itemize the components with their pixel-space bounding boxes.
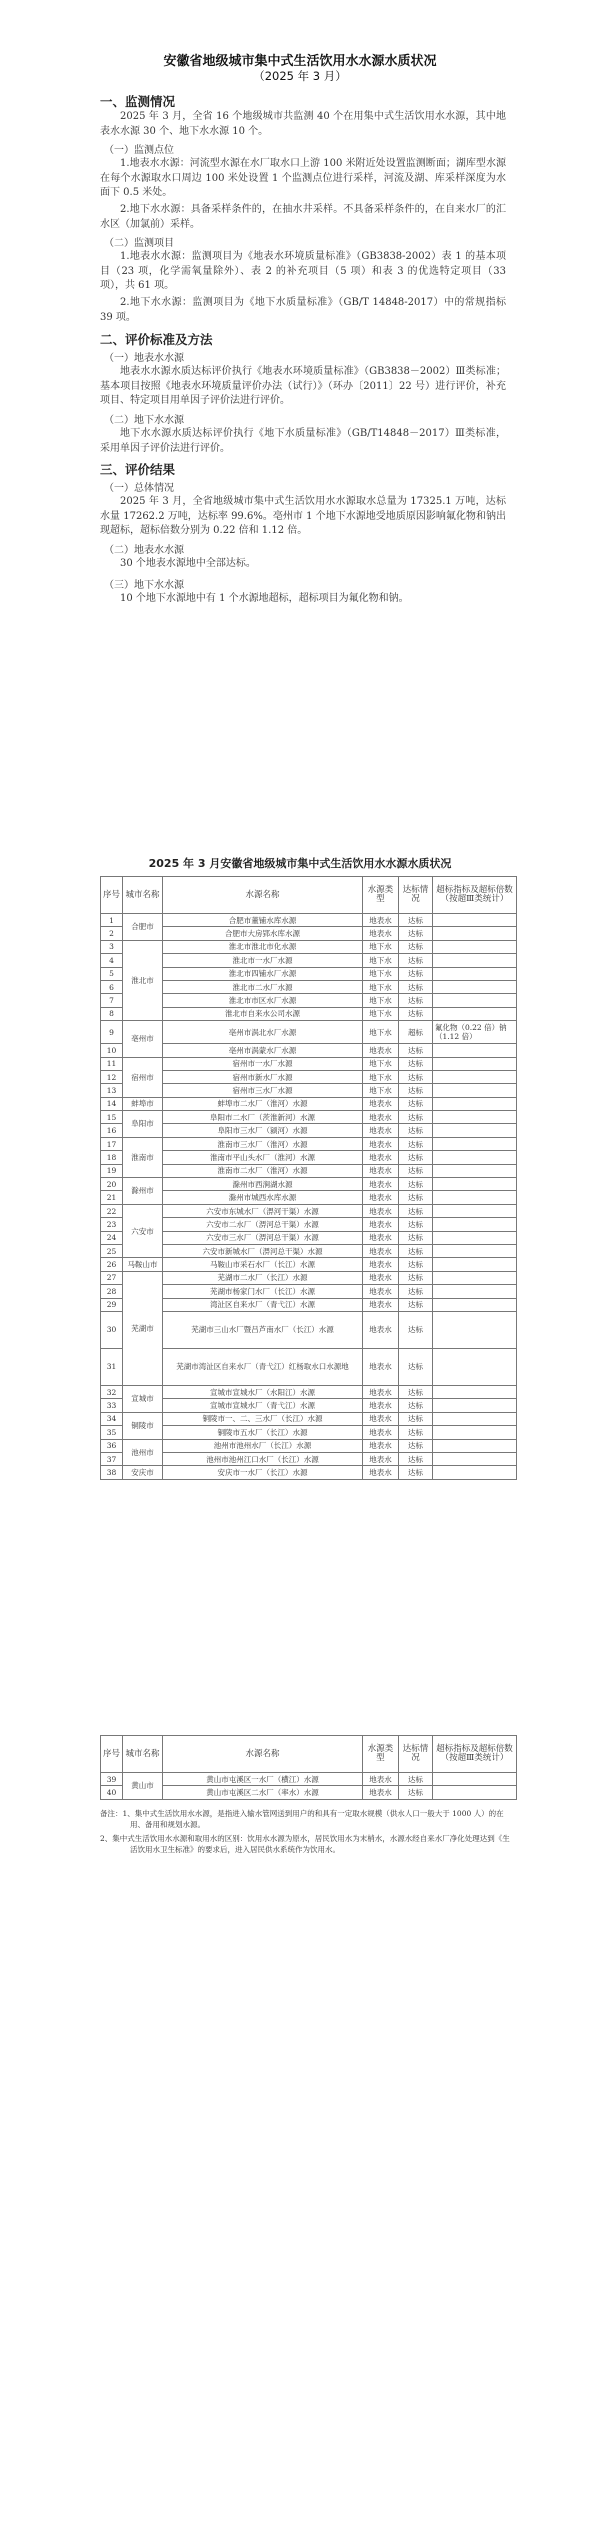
table-row	[101, 1084, 517, 1097]
cell-excess	[433, 1244, 517, 1257]
header-source: 水源名称	[163, 877, 363, 914]
cell-excess	[433, 1452, 517, 1465]
note-1: 备注：1、集中式生活饮用水水源，是指进入输水管网送到用户的和具有一定取水规模（供水人口一般大于 1000 人）的在用、备用和规划水源。	[100, 1809, 504, 1829]
paragraph: 2.地下水水源：监测项目为《地下水质量标准》（GB/T 14848-2017）中的常规指标 39 项。	[100, 297, 506, 323]
cell-status: 达标	[399, 1084, 433, 1097]
section-heading-standards: 二、评价标准及方法	[100, 332, 213, 347]
table-header-row	[101, 877, 517, 914]
cell-status: 达标	[399, 967, 433, 980]
paragraph: 2025 年 3 月，全省 16 个地级城市共监测 40 个在用集中式生活饮用水水源，其中地表水水源 30 个、地下水水源 10 个。	[100, 111, 506, 137]
table-row	[101, 994, 517, 1007]
cell-seq: 24	[101, 1231, 123, 1244]
cell-type: 地表水	[363, 927, 399, 940]
cell-seq: 38	[101, 1466, 123, 1479]
table-row	[101, 1773, 517, 1786]
cell-excess	[433, 1111, 517, 1124]
paragraph: 2.地下水水源：具备采样条件的，在抽水井采样。不具备采样条件的，在自来水厂的汇水区（加氯前）采样。	[100, 204, 506, 230]
cell-seq: 32	[101, 1385, 123, 1398]
cell-status: 达标	[399, 1218, 433, 1231]
cell-type: 地表水	[363, 1137, 399, 1150]
cell-seq: 36	[101, 1439, 123, 1452]
subheading: （二）地下水水源	[104, 415, 184, 426]
water-quality-table-continued	[100, 1735, 517, 1800]
cell-type: 地下水	[363, 1021, 399, 1044]
table-row	[101, 1786, 517, 1799]
cell-excess: 氟化物（0.22 倍）钠（1.12 倍）	[433, 1021, 517, 1044]
cell-seq: 10	[101, 1044, 123, 1057]
cell-excess	[433, 1786, 517, 1799]
subheading: （一）总体情况	[104, 483, 174, 494]
section-heading-results: 三、评价结果	[100, 462, 176, 477]
cell-status: 达标	[399, 1385, 433, 1398]
table-row	[101, 1218, 517, 1231]
cell-source: 淮南市二水厂（淮河）水源	[163, 1164, 363, 1177]
cell-status: 达标	[399, 1271, 433, 1284]
cell-type: 地表水	[363, 1773, 399, 1786]
table-row	[101, 1044, 517, 1057]
header-source: 水源名称	[163, 1736, 363, 1773]
table-row	[101, 1439, 517, 1452]
cell-seq: 31	[101, 1348, 123, 1385]
table-row	[101, 914, 517, 927]
cell-city: 滁州市	[123, 1178, 163, 1205]
cell-city: 池州市	[123, 1439, 163, 1466]
cell-source: 宿州市三水厂水源	[163, 1084, 363, 1097]
table-title: 2025 年 3 月安徽省地级城市集中式生活饮用水水源水质状况	[148, 857, 452, 870]
cell-status: 达标	[399, 1057, 433, 1070]
cell-seq: 39	[101, 1773, 123, 1786]
cell-source: 六安市东城水厂（淠河干渠）水源	[163, 1204, 363, 1217]
cell-type: 地表水	[363, 1452, 399, 1465]
table-row	[101, 1137, 517, 1150]
cell-seq: 22	[101, 1204, 123, 1217]
paragraph: 地下水水源水质达标评价执行《地下水质量标准》（GB/T14848－2017）Ⅲ类标准，采用单因子评价法进行评价。	[100, 428, 506, 454]
paragraph: 30 个地表水源地中全部达标。	[120, 558, 256, 569]
cell-source: 黄山市屯溪区一水厂（横江）水源	[163, 1773, 363, 1786]
cell-status: 达标	[399, 1258, 433, 1271]
cell-type: 地表水	[363, 1385, 399, 1398]
cell-excess	[433, 1426, 517, 1439]
header-city: 城市名称	[123, 877, 163, 914]
cell-type: 地表水	[363, 1044, 399, 1057]
cell-seq: 11	[101, 1057, 123, 1070]
header-type: 水源类型	[363, 877, 399, 914]
cell-excess	[433, 1070, 517, 1083]
cell-status: 达标	[399, 1231, 433, 1244]
cell-type: 地表水	[363, 1298, 399, 1311]
cell-type: 地表水	[363, 1097, 399, 1110]
cell-status: 达标	[399, 1285, 433, 1298]
table-row	[101, 1178, 517, 1191]
cell-city: 淮南市	[123, 1137, 163, 1177]
cell-type: 地表水	[363, 1231, 399, 1244]
cell-excess	[433, 1044, 517, 1057]
cell-type: 地下水	[363, 994, 399, 1007]
cell-excess	[433, 1348, 517, 1385]
document-subtitle: （2025 年 3 月）	[253, 69, 347, 83]
cell-seq: 25	[101, 1244, 123, 1257]
cell-type: 地下水	[363, 967, 399, 980]
cell-source: 淮南市平山头水厂（淮河）水源	[163, 1151, 363, 1164]
section-heading-monitoring: 一、监测情况	[100, 94, 176, 109]
table-row	[101, 1452, 517, 1465]
cell-excess	[433, 1385, 517, 1398]
cell-source: 阜阳市二水厂（茨淮新河）水源	[163, 1111, 363, 1124]
paragraph: 1.地表水水源：河流型水源在水厂取水口上游 100 米附近处设置监测断面；湖库型水源在每个水源取水口周边 100 米处设置 1 个监测点位进行采样，河流及湖、库采样深度为水面下 0.5 米处。	[100, 158, 506, 198]
cell-type: 地表水	[363, 1412, 399, 1425]
table-row	[101, 1311, 517, 1348]
cell-excess	[433, 1191, 517, 1204]
cell-type: 地表水	[363, 914, 399, 927]
cell-city: 宣城市	[123, 1385, 163, 1412]
header-status: 达标情况	[399, 1736, 433, 1773]
cell-seq: 14	[101, 1097, 123, 1110]
cell-source: 淮北市二水厂水源	[163, 980, 363, 993]
paragraph: 10 个地下水源地中有 1 个水源地超标，超标项目为氟化物和钠。	[120, 593, 409, 604]
cell-status: 达标	[399, 1204, 433, 1217]
cell-source: 六安市三水厂（淠河总干渠）水源	[163, 1231, 363, 1244]
paragraph: 地表水水源水质达标评价执行《地表水环境质量标准》（GB3838－2002）Ⅲ类标准；基本项目按照《地表水环境质量评价办法（试行）》（环办〔2011〕22 号）进行评价，补充项目、特定项目用单因子评价法进行评价。	[100, 366, 506, 406]
cell-excess	[433, 1311, 517, 1348]
cell-status: 达标	[399, 1007, 433, 1020]
cell-excess	[433, 1231, 517, 1244]
cell-source: 马鞍山市采石水厂（长江）水源	[163, 1258, 363, 1271]
cell-excess	[433, 1412, 517, 1425]
document-title: 安徽省地级城市集中式生活饮用水水源水质状况	[163, 54, 437, 69]
cell-excess	[433, 927, 517, 940]
cell-type: 地表水	[363, 1426, 399, 1439]
cell-type: 地表水	[363, 1399, 399, 1412]
cell-city: 安庆市	[123, 1466, 163, 1479]
cell-source: 六安市新城水厂（淠河总干渠）水源	[163, 1244, 363, 1257]
cell-seq: 15	[101, 1111, 123, 1124]
cell-source: 宿州市新水厂水源	[163, 1070, 363, 1083]
cell-type: 地表水	[363, 1244, 399, 1257]
cell-status: 达标	[399, 1773, 433, 1786]
cell-excess	[433, 914, 517, 927]
cell-source: 芜湖市杨家门水厂（长江）水源	[163, 1285, 363, 1298]
cell-city: 淮北市	[123, 940, 163, 1020]
cell-status: 达标	[399, 940, 433, 953]
cell-status: 达标	[399, 1044, 433, 1057]
cell-excess	[433, 1298, 517, 1311]
table-row	[101, 1466, 517, 1479]
paragraph: 2025 年 3 月，全省地级城市集中式生活饮用水水源取水总量为 17325.1 万吨，达标水量 17262.2 万吨，达标率 99.6%。亳州市 1 个地下水源地受地质原因影响氟化物和钠出现超标，超标倍数分别为 0.22 倍和 1.12 倍。	[100, 496, 506, 536]
table-row	[101, 1231, 517, 1244]
cell-seq: 6	[101, 980, 123, 993]
cell-source: 蚌埠市二水厂（淮河）水源	[163, 1097, 363, 1110]
cell-excess	[433, 1137, 517, 1150]
table-row	[101, 954, 517, 967]
cell-source: 芜湖市二水厂（长江）水源	[163, 1271, 363, 1284]
note-2: 2、集中式生活饮用水水源和取用水的区别：饮用水水源为原水，居民饮用水为末梢水，水源水经自来水厂净化处理达到《生活饮用水卫生标准》的要求后，进入居民供水系统作为饮用水。	[100, 1834, 510, 1854]
subheading: （二）监测项目	[104, 238, 174, 249]
cell-seq: 19	[101, 1164, 123, 1177]
cell-excess	[433, 1258, 517, 1271]
table-row	[101, 1271, 517, 1284]
cell-status: 达标	[399, 1178, 433, 1191]
cell-city: 黄山市	[123, 1773, 163, 1800]
cell-source: 湾沚区自来水厂（青弋江）水源	[163, 1298, 363, 1311]
cell-excess	[433, 1204, 517, 1217]
cell-status: 达标	[399, 1151, 433, 1164]
subheading: （一）监测点位	[104, 145, 174, 156]
cell-source: 亳州市涡北水厂水源	[163, 1021, 363, 1044]
cell-type: 地表水	[363, 1311, 399, 1348]
cell-source: 滁州市城西水库水源	[163, 1191, 363, 1204]
table-row	[101, 1151, 517, 1164]
cell-excess	[433, 1439, 517, 1452]
cell-source: 淮北市一水厂水源	[163, 954, 363, 967]
cell-status: 达标	[399, 1191, 433, 1204]
cell-excess	[433, 1084, 517, 1097]
cell-source: 芜湖市三山水厂暨吕芦南水厂（长江）水源	[163, 1311, 363, 1348]
cell-status: 达标	[399, 1124, 433, 1137]
cell-seq: 37	[101, 1452, 123, 1465]
header-excess: 超标指标及超标倍数（按超Ⅲ类统计）	[433, 877, 517, 914]
cell-excess	[433, 1773, 517, 1786]
cell-seq: 1	[101, 914, 123, 927]
cell-source: 宣城市宣城水厂（青弋江）水源	[163, 1399, 363, 1412]
cell-excess	[433, 1178, 517, 1191]
cell-source: 淮北市自来水公司水源	[163, 1007, 363, 1020]
cell-excess	[433, 994, 517, 1007]
cell-type: 地表水	[363, 1271, 399, 1284]
table-row	[101, 1124, 517, 1137]
cell-city: 六安市	[123, 1204, 163, 1258]
cell-type: 地表水	[363, 1285, 399, 1298]
cell-status: 达标	[399, 1244, 433, 1257]
header-seq: 序号	[101, 1736, 123, 1773]
table-row	[101, 1258, 517, 1271]
cell-source: 芜湖市湾沚区自来水厂（青弋江）红杨取水口水源地	[163, 1348, 363, 1385]
cell-status: 达标	[399, 1137, 433, 1150]
cell-seq: 21	[101, 1191, 123, 1204]
cell-status: 达标	[399, 980, 433, 993]
table-row	[101, 1244, 517, 1257]
cell-seq: 26	[101, 1258, 123, 1271]
cell-type: 地下水	[363, 1057, 399, 1070]
table-row	[101, 1097, 517, 1110]
cell-status: 达标	[399, 1311, 433, 1348]
paragraph: 1.地表水水源：监测项目为《地表水环境质量标准》（GB3838-2002）表 1 的基本项目（23 项，化学需氧量除外）、表 2 的补充项目（5 项）和表 3 的优选特定项目（33 项），共 61 项。	[100, 251, 506, 291]
cell-city: 阜阳市	[123, 1111, 163, 1138]
cell-excess	[433, 1097, 517, 1110]
cell-status: 达标	[399, 1164, 433, 1177]
water-quality-table	[100, 876, 517, 1480]
table-row	[101, 1164, 517, 1177]
header-type: 水源类型	[363, 1736, 399, 1773]
cell-seq: 30	[101, 1311, 123, 1348]
header-seq: 序号	[101, 877, 123, 914]
cell-source: 铜陵市一、二、三水厂（长江）水源	[163, 1412, 363, 1425]
cell-type: 地表水	[363, 1111, 399, 1124]
table-row	[101, 1111, 517, 1124]
table-row	[101, 1399, 517, 1412]
header-status: 达标情况	[399, 877, 433, 914]
cell-status: 达标	[399, 994, 433, 1007]
cell-type: 地表水	[363, 1178, 399, 1191]
table-row	[101, 1426, 517, 1439]
table-row	[101, 1348, 517, 1385]
table-row	[101, 980, 517, 993]
table-notes	[100, 1808, 516, 1855]
cell-excess	[433, 1271, 517, 1284]
cell-source: 宿州市一水厂水源	[163, 1057, 363, 1070]
cell-source: 安庆市一水厂（长江）水源	[163, 1466, 363, 1479]
cell-type: 地表水	[363, 1151, 399, 1164]
cell-seq: 28	[101, 1285, 123, 1298]
table-row	[101, 1204, 517, 1217]
subheading: （二）地表水水源	[104, 545, 184, 556]
cell-status: 达标	[399, 954, 433, 967]
cell-status: 达标	[399, 1111, 433, 1124]
cell-seq: 33	[101, 1399, 123, 1412]
cell-type: 地表水	[363, 1786, 399, 1799]
cell-city: 合肥市	[123, 914, 163, 941]
cell-type: 地下水	[363, 1084, 399, 1097]
cell-excess	[433, 940, 517, 953]
cell-type: 地表水	[363, 1348, 399, 1385]
cell-excess	[433, 1124, 517, 1137]
cell-excess	[433, 954, 517, 967]
cell-status: 达标	[399, 1426, 433, 1439]
table-row	[101, 940, 517, 953]
cell-type: 地表水	[363, 1164, 399, 1177]
cell-seq: 27	[101, 1271, 123, 1284]
cell-excess	[433, 1466, 517, 1479]
cell-seq: 16	[101, 1124, 123, 1137]
table-row	[101, 927, 517, 940]
cell-status: 达标	[399, 1097, 433, 1110]
cell-type: 地表水	[363, 1466, 399, 1479]
cell-source: 合肥市董铺水库水源	[163, 914, 363, 927]
cell-excess	[433, 1399, 517, 1412]
cell-source: 铜陵市五水厂（长江）水源	[163, 1426, 363, 1439]
cell-excess	[433, 980, 517, 993]
cell-seq: 34	[101, 1412, 123, 1425]
cell-status: 达标	[399, 927, 433, 940]
cell-seq: 3	[101, 940, 123, 953]
cell-source: 宣城市宣城水厂（水阳江）水源	[163, 1385, 363, 1398]
cell-excess	[433, 1007, 517, 1020]
cell-status: 达标	[399, 1439, 433, 1452]
cell-type: 地表水	[363, 1124, 399, 1137]
cell-status: 达标	[399, 1786, 433, 1799]
table-row	[101, 1191, 517, 1204]
cell-seq: 9	[101, 1021, 123, 1044]
cell-seq: 17	[101, 1137, 123, 1150]
cell-seq: 18	[101, 1151, 123, 1164]
cell-city: 蚌埠市	[123, 1097, 163, 1110]
header-city: 城市名称	[123, 1736, 163, 1773]
cell-status: 达标	[399, 1452, 433, 1465]
cell-status: 达标	[399, 1399, 433, 1412]
cell-type: 地表水	[363, 1218, 399, 1231]
cell-type: 地下水	[363, 980, 399, 993]
cell-source: 淮北市四铺水厂水源	[163, 967, 363, 980]
cell-seq: 2	[101, 927, 123, 940]
cell-source: 亳州市涡蒙水厂水源	[163, 1044, 363, 1057]
cell-source: 阜阳市三水厂（颍河）水源	[163, 1124, 363, 1137]
cell-type: 地表水	[363, 1258, 399, 1271]
cell-status: 达标	[399, 1348, 433, 1385]
cell-seq: 23	[101, 1218, 123, 1231]
cell-excess	[433, 1218, 517, 1231]
cell-seq: 20	[101, 1178, 123, 1191]
cell-seq: 35	[101, 1426, 123, 1439]
cell-status: 达标	[399, 1070, 433, 1083]
table-row	[101, 1007, 517, 1020]
cell-status: 达标	[399, 1298, 433, 1311]
cell-source: 淮北市市区水厂水源	[163, 994, 363, 1007]
cell-source: 淮北市淮北市化水源	[163, 940, 363, 953]
header-excess: 超标指标及超标倍数（按超Ⅲ类统计）	[433, 1736, 517, 1773]
table-header-row	[101, 1736, 517, 1773]
table-row	[101, 1021, 517, 1044]
cell-excess	[433, 967, 517, 980]
cell-seq: 7	[101, 994, 123, 1007]
cell-source: 滁州市西涧湖水源	[163, 1178, 363, 1191]
table-row	[101, 1385, 517, 1398]
cell-source: 黄山市屯溪区二水厂（率水）水源	[163, 1786, 363, 1799]
cell-seq: 40	[101, 1786, 123, 1799]
cell-type: 地下水	[363, 1070, 399, 1083]
table-row	[101, 1057, 517, 1070]
cell-type: 地下水	[363, 954, 399, 967]
cell-city: 亳州市	[123, 1021, 163, 1057]
subheading: （一）地表水水源	[104, 353, 184, 364]
table-row	[101, 1298, 517, 1311]
cell-city: 铜陵市	[123, 1412, 163, 1439]
cell-source: 池州市池州江口水厂（长江）水源	[163, 1452, 363, 1465]
subheading: （三）地下水水源	[104, 580, 184, 591]
cell-seq: 29	[101, 1298, 123, 1311]
table-row	[101, 1285, 517, 1298]
cell-excess	[433, 1057, 517, 1070]
cell-status: 超标	[399, 1021, 433, 1044]
cell-status: 达标	[399, 1466, 433, 1479]
cell-excess	[433, 1151, 517, 1164]
cell-source: 淮南市三水厂（淮河）水源	[163, 1137, 363, 1150]
cell-seq: 8	[101, 1007, 123, 1020]
cell-excess	[433, 1164, 517, 1177]
cell-source: 池州市池州水厂（长江）水源	[163, 1439, 363, 1452]
table-row	[101, 1070, 517, 1083]
cell-seq: 5	[101, 967, 123, 980]
cell-type: 地下水	[363, 1007, 399, 1020]
cell-city: 芜湖市	[123, 1271, 163, 1385]
cell-type: 地下水	[363, 940, 399, 953]
cell-type: 地表水	[363, 1204, 399, 1217]
cell-source: 六安市二水厂（淠河总干渠）水源	[163, 1218, 363, 1231]
cell-type: 地表水	[363, 1439, 399, 1452]
cell-seq: 4	[101, 954, 123, 967]
cell-city: 马鞍山市	[123, 1258, 163, 1271]
cell-seq: 12	[101, 1070, 123, 1083]
cell-status: 达标	[399, 914, 433, 927]
table-row	[101, 967, 517, 980]
cell-city: 宿州市	[123, 1057, 163, 1097]
cell-type: 地表水	[363, 1191, 399, 1204]
cell-status: 达标	[399, 1412, 433, 1425]
cell-source: 合肥市大房郢水库水源	[163, 927, 363, 940]
cell-seq: 13	[101, 1084, 123, 1097]
table-row	[101, 1412, 517, 1425]
cell-excess	[433, 1285, 517, 1298]
